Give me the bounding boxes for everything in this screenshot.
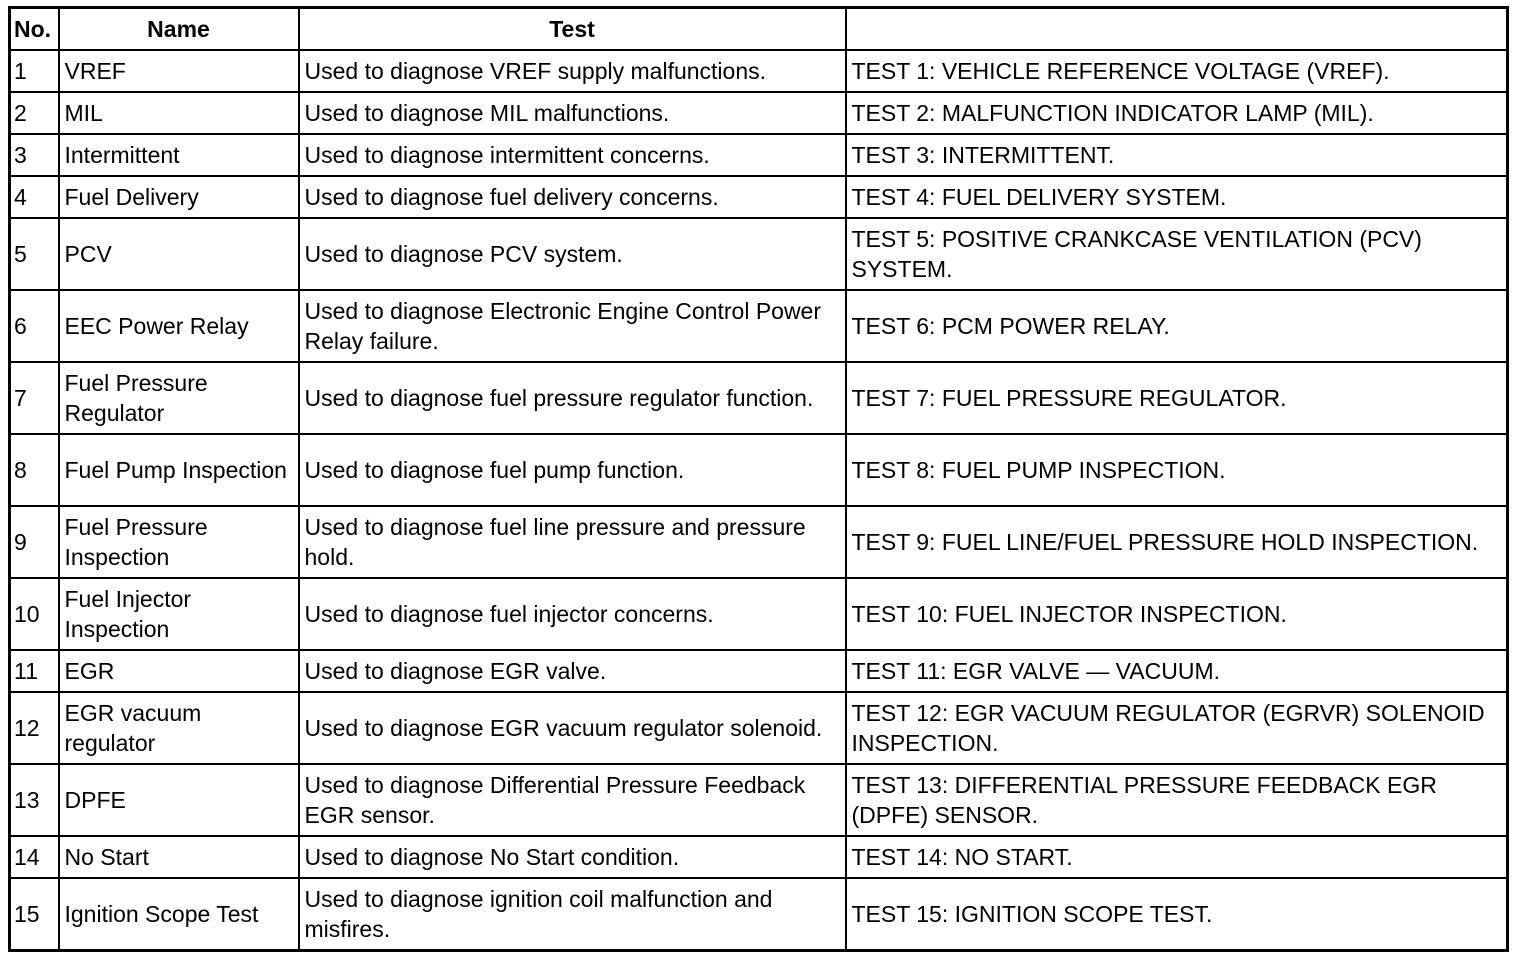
table-row (10, 764, 1508, 836)
table-row (10, 434, 1508, 506)
row-name: Fuel Pressure Inspection (59, 506, 299, 578)
row-test-title: TEST 10: FUEL INJECTOR INSPECTION. (846, 578, 1508, 650)
row-number: 8 (10, 434, 59, 506)
table-row (10, 692, 1508, 764)
row-number: 14 (10, 836, 59, 878)
table-row (10, 878, 1508, 950)
row-number: 12 (10, 692, 59, 764)
table-row (10, 290, 1508, 362)
row-name: Intermittent (59, 134, 299, 176)
row-description: Used to diagnose VREF supply malfunctions. (299, 50, 846, 92)
header-test: Test (299, 8, 846, 51)
row-test-title: TEST 4: FUEL DELIVERY SYSTEM. (846, 176, 1508, 218)
table-row (10, 92, 1508, 134)
row-description: Used to diagnose No Start condition. (299, 836, 846, 878)
row-name: PCV (59, 218, 299, 290)
row-test-title: TEST 11: EGR VALVE — VACUUM. (846, 650, 1508, 692)
row-test-title: TEST 7: FUEL PRESSURE REGULATOR. (846, 362, 1508, 434)
table-row (10, 836, 1508, 878)
row-test-title: TEST 14: NO START. (846, 836, 1508, 878)
row-name: EGR vacuum regulator (59, 692, 299, 764)
row-name: Ignition Scope Test (59, 878, 299, 950)
row-number: 7 (10, 362, 59, 434)
header-test-title (846, 8, 1508, 51)
table-row (10, 362, 1508, 434)
row-name: EEC Power Relay (59, 290, 299, 362)
table-row (10, 218, 1508, 290)
row-test-title: TEST 3: INTERMITTENT. (846, 134, 1508, 176)
row-test-title: TEST 12: EGR VACUUM REGULATOR (EGRVR) SOLENOID INSPECTION. (846, 692, 1508, 764)
row-name: Fuel Injector Inspection (59, 578, 299, 650)
row-number: 1 (10, 50, 59, 92)
table-row (10, 50, 1508, 92)
row-test-title: TEST 13: DIFFERENTIAL PRESSURE FEEDBACK EGR (DPFE) SENSOR. (846, 764, 1508, 836)
row-description: Used to diagnose fuel delivery concerns. (299, 176, 846, 218)
row-description: Used to diagnose ignition coil malfunction and misfires. (299, 878, 846, 950)
row-name: No Start (59, 836, 299, 878)
row-number: 10 (10, 578, 59, 650)
row-number: 11 (10, 650, 59, 692)
row-number: 4 (10, 176, 59, 218)
row-description: Used to diagnose EGR valve. (299, 650, 846, 692)
row-test-title: TEST 9: FUEL LINE/FUEL PRESSURE HOLD INSPECTION. (846, 506, 1508, 578)
table-row (10, 134, 1508, 176)
table-row (10, 578, 1508, 650)
row-description: Used to diagnose fuel pump function. (299, 434, 846, 506)
row-description: Used to diagnose MIL malfunctions. (299, 92, 846, 134)
row-number: 15 (10, 878, 59, 950)
row-test-title: TEST 2: MALFUNCTION INDICATOR LAMP (MIL). (846, 92, 1508, 134)
row-name: DPFE (59, 764, 299, 836)
row-number: 13 (10, 764, 59, 836)
table-row (10, 506, 1508, 578)
row-test-title: TEST 5: POSITIVE CRANKCASE VENTILATION (PCV) SYSTEM. (846, 218, 1508, 290)
row-description: Used to diagnose PCV system. (299, 218, 846, 290)
row-description: Used to diagnose fuel line pressure and pressure hold. (299, 506, 846, 578)
row-description: Used to diagnose fuel injector concerns. (299, 578, 846, 650)
row-name: MIL (59, 92, 299, 134)
row-test-title: TEST 8: FUEL PUMP INSPECTION. (846, 434, 1508, 506)
row-number: 3 (10, 134, 59, 176)
header-name: Name (59, 8, 299, 51)
row-name: EGR (59, 650, 299, 692)
row-name: Fuel Pressure Regulator (59, 362, 299, 434)
table-row (10, 176, 1508, 218)
row-test-title: TEST 15: IGNITION SCOPE TEST. (846, 878, 1508, 950)
table-row (10, 650, 1508, 692)
row-description: Used to diagnose fuel pressure regulator function. (299, 362, 846, 434)
row-number: 5 (10, 218, 59, 290)
row-number: 2 (10, 92, 59, 134)
row-name: VREF (59, 50, 299, 92)
row-description: Used to diagnose Differential Pressure Feedback EGR sensor. (299, 764, 846, 836)
row-description: Used to diagnose intermittent concerns. (299, 134, 846, 176)
test-table-container (8, 6, 1509, 952)
row-number: 9 (10, 506, 59, 578)
row-name: Fuel Delivery (59, 176, 299, 218)
row-description: Used to diagnose EGR vacuum regulator solenoid. (299, 692, 846, 764)
row-description: Used to diagnose Electronic Engine Control Power Relay failure. (299, 290, 846, 362)
diagnostic-test-table (8, 6, 1509, 952)
table-body (10, 50, 1508, 950)
row-name: Fuel Pump Inspection (59, 434, 299, 506)
row-test-title: TEST 6: PCM POWER RELAY. (846, 290, 1508, 362)
row-number: 6 (10, 290, 59, 362)
table-header-row (10, 8, 1508, 51)
row-test-title: TEST 1: VEHICLE REFERENCE VOLTAGE (VREF). (846, 50, 1508, 92)
header-no: No. (10, 8, 59, 51)
